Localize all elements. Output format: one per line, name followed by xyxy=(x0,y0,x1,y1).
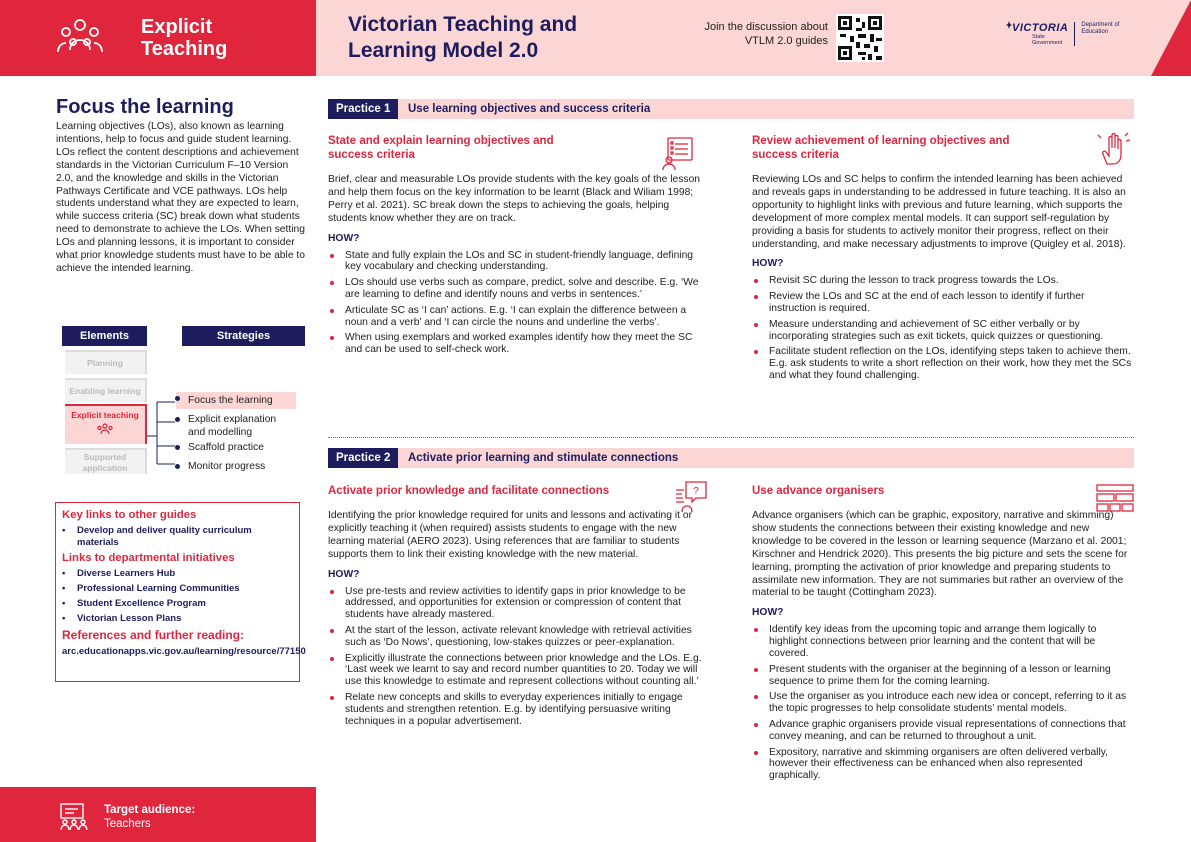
section-review-achievement xyxy=(752,134,1134,386)
audience-label xyxy=(104,803,195,831)
section-body: Reviewing LOs and SC helps to confirm the intended learning has been achieved and reveals gaps in understanding to be addressed in future teaching. It is also an opportunity to highlight links with previous and future learning, which supports the development of more complex mental models. It can support self-regulation by providing a basis for students to actively monitor their progress, reflect on their understanding, and make necessary adjustments to improve (Quigley et al. 2018). xyxy=(752,174,1126,250)
strategy-monitor-progress: Monitor progress xyxy=(176,460,265,473)
how-heading: HOW? xyxy=(752,258,784,270)
how-heading: HOW? xyxy=(752,607,784,619)
organiser-grid-icon xyxy=(1096,482,1134,516)
strategies-header: Strategies xyxy=(182,326,305,346)
list-item: Present students with the organiser at the beginning of a lesson or learning sequence to prime them for the coming learning. xyxy=(752,664,1134,688)
logo-state-text: State Government xyxy=(1032,34,1063,46)
classroom-icon xyxy=(58,803,90,831)
star-icon xyxy=(1004,20,1018,30)
qr-code-icon[interactable] xyxy=(836,14,884,62)
audience-title: Target audience: xyxy=(104,804,196,816)
practice-2-tag: Practice 2 xyxy=(328,448,398,468)
victoria-government-logo xyxy=(1006,22,1125,46)
list-item: Expository, narrative and skimming organisers are often delivered verbally, however their effectiveness can be enhanced when also represented graphically. xyxy=(752,747,1134,782)
people-group-icon xyxy=(56,16,104,58)
list-item: LOs should use verbs such as compare, predict, solve and describe. E.g. ‘We are learning to define and identify nouns and verbs in sentences.’ xyxy=(328,277,710,301)
focus-body: Learning objectives (LOs), also known as learning intentions, help to focus and guide student learning. LOs reflect the content descriptions and achievement standards in the Victorian Curriculum F–10 Version 2.0, and the knowledge and skills in the Victorian Pathways Certificate and VCE pathways. LOs help students understand what they are expected to learn, while success criteria (SC) break down what students need to demonstrate to achieve the LOs. When setting LOs and planning lessons, it is important to consider what prior knowledge students must have to be able to achieve the intended learning. xyxy=(56,121,305,274)
section-body: Brief, clear and measurable LOs provide students with the key goals of the lesson and help them focus on the key information to be learnt (Black and Wiliam 1998; Perry et al. 2021). SC break down the steps to achieving the goals, helping students know whether they are on track. xyxy=(328,174,701,224)
dept-link-item[interactable]: • Professional Learning Communities xyxy=(62,583,293,595)
stage-explicit-teaching xyxy=(65,404,147,444)
svg-text:?: ? xyxy=(693,486,699,497)
audience-value: Teachers xyxy=(104,818,151,830)
header-main xyxy=(316,0,1191,76)
practice-1-tag: Practice 1 xyxy=(328,99,398,119)
section-heading: Activate prior knowledge and facilitate connections xyxy=(328,485,610,497)
strategy-explicit-explanation: Explicit explanation and modelling xyxy=(176,413,286,439)
stage-supported-application: Supported application xyxy=(65,448,147,474)
strategy-connector xyxy=(147,400,175,466)
list-item: When using exemplars and worked examples identify how they meet the SC and can be used to self-check work. xyxy=(328,332,710,356)
links-box xyxy=(55,502,306,682)
list-item: State and fully explain the LOs and SC in student-friendly language, defining key vocabulary and checking understanding. xyxy=(328,250,710,274)
list-item: Relate new concepts and skills to everyday experiences initially to engage students and strengthen retention. E.g. by identifying persuasive writing techniques in a popular advertisement. xyxy=(328,692,710,727)
dept-link-item[interactable]: • Diverse Learners Hub xyxy=(62,568,293,580)
practice-1-title: Use learning objectives and success criteria xyxy=(408,103,651,115)
strategy-focus-learning: Focus the learning xyxy=(176,392,296,409)
left-column xyxy=(0,76,316,842)
raised-hand-icon xyxy=(1097,132,1131,166)
list-item: Use the organiser as you introduce each new idea or concept, referring to it as the topic progresses to help consolidate students’ mental models. xyxy=(752,691,1134,715)
logo-victoria-text: VICTORIA xyxy=(1012,22,1069,34)
focus-heading: Focus the learning xyxy=(56,96,234,118)
section-activate-prior xyxy=(328,484,710,731)
stage-enabling-learning: Enabling learning xyxy=(65,378,147,402)
section-heading: State and explain learning objectives and success criteria xyxy=(328,135,554,161)
dept-links-heading: Links to departmental initiatives xyxy=(62,552,235,564)
strategy-scaffold-practice: Scaffold practice xyxy=(176,441,264,454)
list-item: Revisit SC during the lesson to track progress towards the LOs. xyxy=(752,275,1134,287)
page-title: Victorian Teaching and Learning Model 2.0 xyxy=(348,13,578,62)
section-heading: Review achievement of learning objectives and success criteria xyxy=(752,135,1010,161)
target-audience-bar xyxy=(0,787,316,842)
list-item: Advance graphic organisers provide visual representations of connections that convey meaning, and can be returned to throughout a unit. xyxy=(752,719,1134,743)
section-heading: Use advance organisers xyxy=(752,485,885,497)
list-item: Use pre-tests and review activities to identify gaps in prior knowledge to be addressed, and opportunities for extension or compression of content that students have already mastered. xyxy=(328,586,710,621)
practice-2-title: Activate prior learning and stimulate connections xyxy=(408,452,679,464)
list-item: Facilitate student reflection on the LOs, identifying steps taken to achieve them. E.g. ask students to write a short reflection on their work, how they met the SCs and what they found challenging. xyxy=(752,346,1134,381)
key-links-heading: Key links to other guides xyxy=(62,509,197,521)
badge-title: Explicit Teaching xyxy=(141,16,228,60)
list-item: Review the LOs and SC at the end of each lesson to identify if further instruction is required. xyxy=(752,291,1134,315)
question-chat-icon xyxy=(674,480,708,514)
section-body: Advance organisers (which can be graphic, expository, narrative and skimming) show students the connections between their existing knowledge and new knowledge to be covered in the lesson or learning sequence (Marzano et al. 2001; Kirschner and Hendrick 2020). This presents the big picture and sets the scene for learning, prompting the activation of prior knowledge and preparing students to assimilate new information. They are not summaries but rather an overview of the material to be taught (Cottingham 2023). xyxy=(752,510,1128,599)
list-item: Measure understanding and achievement of SC either verbally or by incorporating strategies such as exit tickets, quick quizzes or questioning. xyxy=(752,319,1134,343)
people-icon xyxy=(96,423,114,435)
section-body: Identifying the prior knowledge required for units and lessons and activating it or explicitly teaching it (when required) assists students to engage with the new learning material (AERO 2023). Using references that are familiar to students supports them to link their existing knowledge with the new material. xyxy=(328,510,693,560)
references-link[interactable]: arc.educationapps.vic.gov.au/learning/resource/77150 xyxy=(62,646,306,657)
key-link-item[interactable]: • Develop and deliver quality curriculum materials xyxy=(62,525,293,549)
stage-explicit-label: Explicit teaching xyxy=(71,410,139,420)
list-item: At the start of the lesson, activate relevant knowledge with retrieval activities such as ‘Do Nows’, questioning, low-stakes quizzes or peer-explanation. xyxy=(328,625,710,649)
list-item: Identify key ideas from the upcoming topic and arrange them logically to highlight connections between prior learning and the content that will be covered. xyxy=(752,624,1134,659)
list-item: Explicitly illustrate the connections between prior knowledge and the LOs. E.g. ‘Last week we learnt to say and record number quantities to 20. Today we will use this knowledge to estimate and represent collections without counting all.’ xyxy=(328,653,710,688)
how-heading: HOW? xyxy=(328,568,360,580)
checklist-chat-icon xyxy=(660,136,694,170)
list-item: Articulate SC as ‘I can’ actions. E.g. ‘I can explain the difference between a noun and a verb’ and ‘I can circle the nouns and underline the verbs’. xyxy=(328,305,710,329)
dept-link-item[interactable]: • Victorian Lesson Plans xyxy=(62,613,293,625)
join-discussion-text: Join the discussion about VTLM 2.0 guides xyxy=(704,21,828,47)
stage-planning: Planning xyxy=(65,350,147,374)
practice-1-bar xyxy=(328,99,1134,119)
section-divider xyxy=(328,437,1134,438)
section-state-explain xyxy=(328,134,710,360)
how-heading: HOW? xyxy=(328,232,360,244)
elements-header: Elements xyxy=(62,326,147,346)
section-advance-organisers xyxy=(752,484,1134,786)
header-badge xyxy=(0,0,316,76)
dept-link-item[interactable]: • Student Excellence Program xyxy=(62,598,293,610)
practice-2-bar xyxy=(328,448,1134,468)
logo-dept-text: Department of Education xyxy=(1081,22,1120,35)
references-heading: References and further reading: xyxy=(62,628,245,642)
